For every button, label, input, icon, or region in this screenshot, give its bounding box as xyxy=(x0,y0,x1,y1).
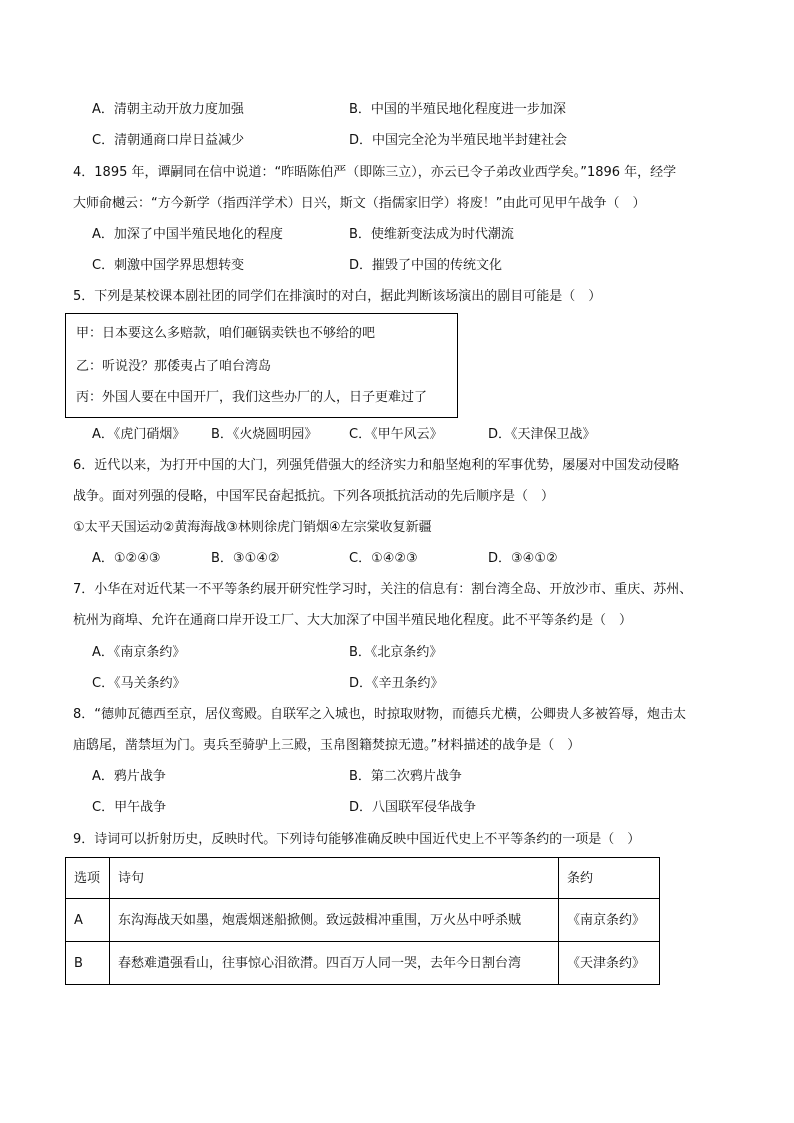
q4-option-c: C．刺激中国学界思想转变 xyxy=(92,258,245,273)
q9-row-a-treaty: 《南京条约》 xyxy=(559,899,660,942)
q9-header-option: 选项 xyxy=(66,858,110,899)
q9-row-b-treaty: 《天津条约》 xyxy=(559,942,660,985)
q7-option-b: B．《北京条约》 xyxy=(349,645,443,660)
q5-stem: 5．下列是某校课本剧社团的同学们在排演时的对白，据此判断该场演出的剧目可能是（ ） xyxy=(73,289,602,304)
q9-row-b-option: B xyxy=(66,942,110,985)
q8-option-c: C．甲午战争 xyxy=(92,800,167,815)
q6-option-a: A．①②④③ xyxy=(92,551,161,566)
q8-stem-line1: 8．“德帅瓦德西至京，居仪鸾殿。自联军之入城也，时掠取财物，而德兵尤横，公卿贵人多被笞辱，炮击太 xyxy=(73,707,687,722)
q9-stem: 9．诗词可以折射历史，反映时代。下列诗句能够准确反映中国近代史上不平等条约的一项是（ ） xyxy=(73,832,641,847)
q8-option-a: A．鸦片战争 xyxy=(92,769,166,784)
q9-header-treaty: 条约 xyxy=(559,858,660,899)
q7-stem-line2: 杭州为商埠、允许在通商口岸开设工厂、大大加深了中国半殖民地化程度。此不平等条约是（ ） xyxy=(73,613,633,628)
q3-option-c: C．清朝通商口岸日益减少 xyxy=(92,133,245,148)
q3-option-a: A．清朝主动开放力度加强 xyxy=(92,102,244,117)
q8-option-d: D．八国联军侵华战争 xyxy=(349,800,477,815)
q5-dialogue-line-bing: 丙：外国人要在中国开厂，我们这些办厂的人，日子更难过了 xyxy=(76,390,428,405)
q6-option-d: D．③④①② xyxy=(488,551,558,566)
q6-stem-line1: 6．近代以来，为打开中国的大门，列强凭借强大的经济实力和船坚炮利的军事优势，屡屡对中国发动侵略 xyxy=(73,458,680,473)
q8-stem-line2: 庙鸱尾，凿禁垣为门。夷兵至骑驴上三殿，玉帛图籍焚掠无遗。”材料描述的战争是（ ） xyxy=(73,738,581,753)
q9-row-a-option: A xyxy=(66,899,110,942)
q4-option-a: A．加深了中国半殖民地化的程度 xyxy=(92,227,283,242)
q9-table-header-row xyxy=(66,858,660,899)
table-row xyxy=(66,899,660,942)
q4-stem-line2: 大师俞樾云：“方今新学（指西洋学术）日兴，斯文（指儒家旧学）将废！”由此可见甲午战争（ ） xyxy=(73,196,646,211)
q5-dialogue-line-yi: 乙：听说没？那倭夷占了咱台湾岛 xyxy=(76,359,272,374)
q5-dialogue-box xyxy=(65,313,458,418)
q9-row-a-poem: 东沟海战天如墨，炮震烟迷船掀侧。致远鼓楫冲重围，万火丛中呼杀贼 xyxy=(110,899,559,942)
q7-option-a: A．《南京条约》 xyxy=(92,645,186,660)
q9-header-poem: 诗句 xyxy=(110,858,559,899)
q7-option-c: C．《马关条约》 xyxy=(92,676,186,691)
q7-option-d: D．《辛丑条约》 xyxy=(349,676,444,691)
q4-option-d: D．摧毁了中国的传统文化 xyxy=(349,258,503,273)
q5-option-b: B．《火烧圆明园》 xyxy=(211,427,318,442)
q6-option-b: B．③①④② xyxy=(211,551,280,566)
q6-option-c: C．①④②③ xyxy=(349,551,418,566)
q4-option-b: B．使维新变法成为时代潮流 xyxy=(349,227,514,242)
q5-dialogue-line-jia: 甲：日本要这么多赔款，咱们砸锅卖铁也不够给的吧 xyxy=(76,326,376,341)
q6-stem-line2: 战争。面对列强的侵略，中国军民奋起抵抗。下列各项抵抗活动的先后顺序是（ ） xyxy=(73,489,555,504)
q9-table xyxy=(65,857,660,985)
table-row xyxy=(66,942,660,985)
q5-option-c: C．《甲午风云》 xyxy=(349,427,443,442)
q5-option-a: A．《虎门硝烟》 xyxy=(92,427,186,442)
q6-items: ①太平天国运动②黄海海战③林则徐虎门销烟④左宗棠收复新疆 xyxy=(73,520,432,535)
q4-stem-line1: 4．1895 年，谭嗣同在信中说道：“昨晤陈伯严（即陈三立），亦云已令子弟改业西学矣。”1896 年，经学 xyxy=(73,165,677,180)
q8-option-b: B．第二次鸦片战争 xyxy=(349,769,462,784)
q5-option-d: D．《天津保卫战》 xyxy=(488,427,596,442)
q7-stem-line1: 7．小华在对近代某一不平等条约展开研究性学习时，关注的信息有：割台湾全岛、开放沙市、重庆、苏州、 xyxy=(73,582,693,597)
q9-row-b-poem: 春愁难遣强看山，往事惊心泪欲潸。四百万人同一哭，去年今日割台湾 xyxy=(110,942,559,985)
q3-option-d: D．中国完全沦为半殖民地半封建社会 xyxy=(349,133,568,148)
q3-option-b: B．中国的半殖民地化程度进一步加深 xyxy=(349,102,566,117)
